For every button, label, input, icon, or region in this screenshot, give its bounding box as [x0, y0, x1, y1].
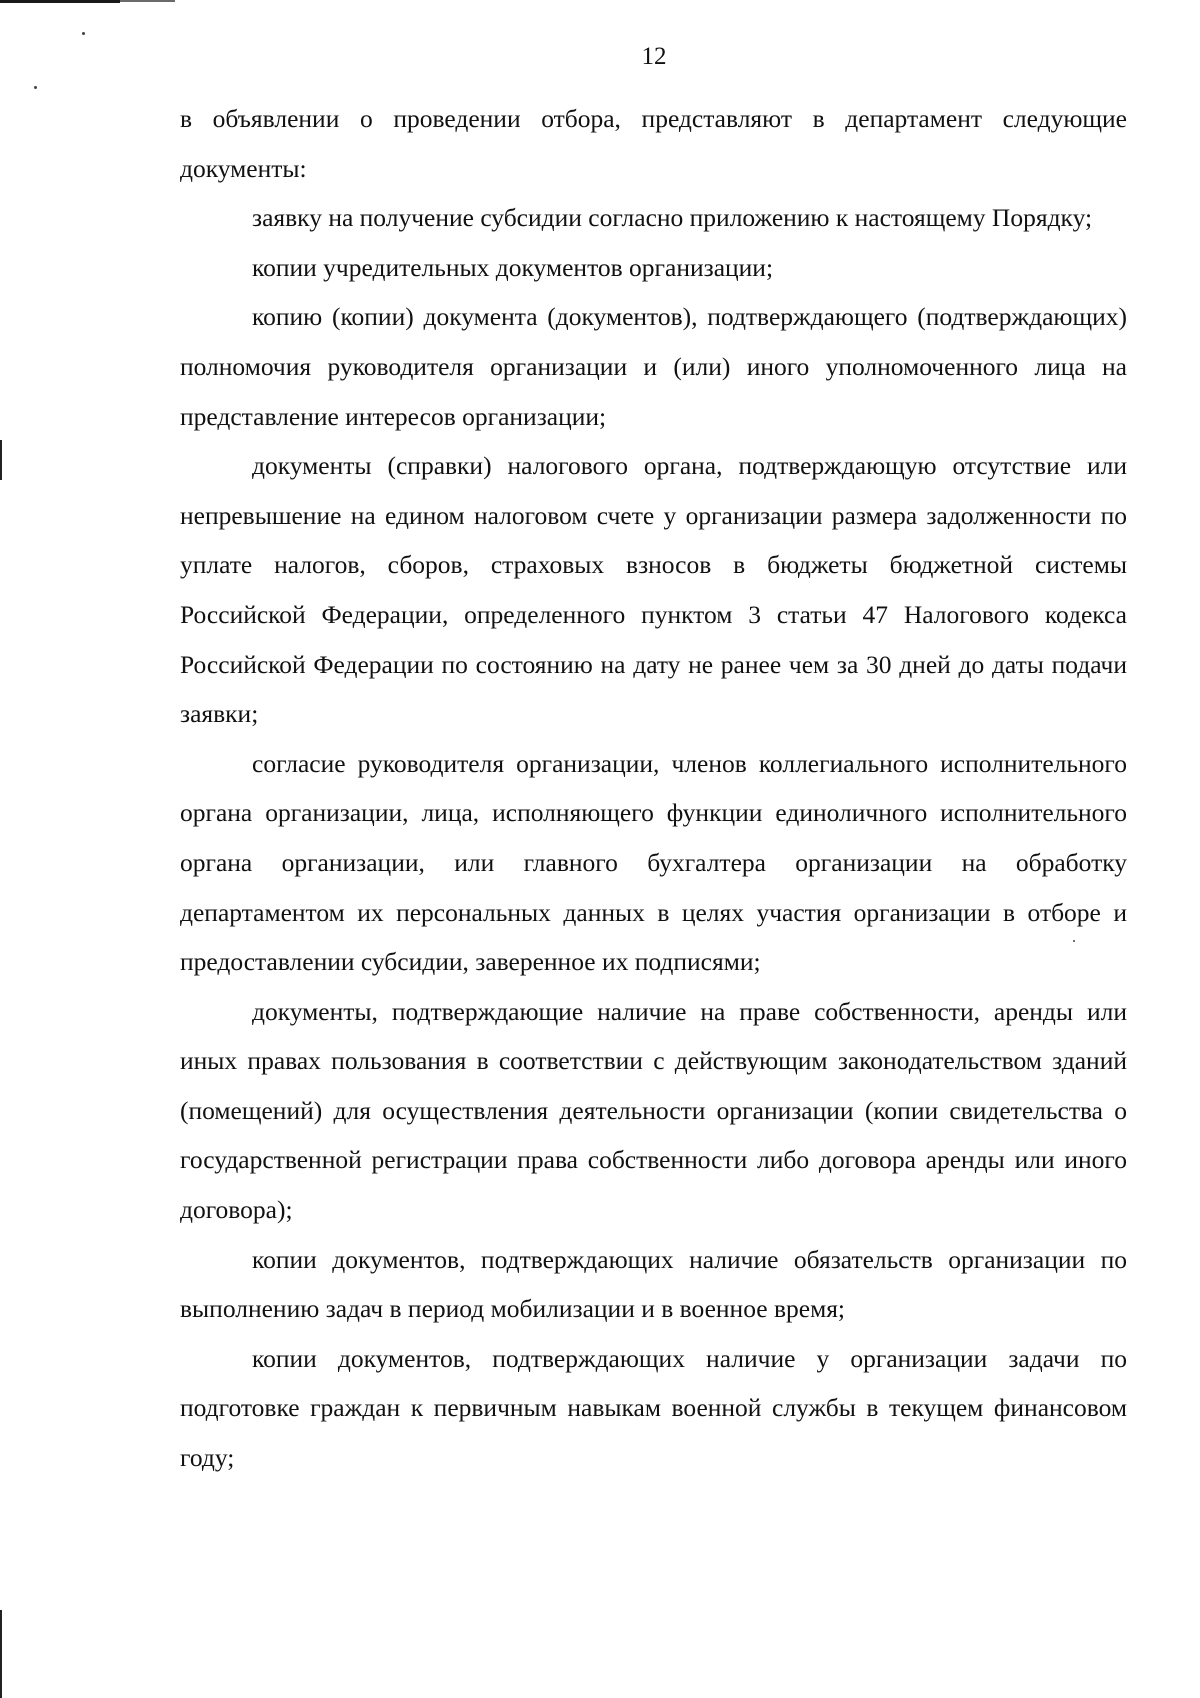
scan-artifact-left-edge-bottom [0, 1610, 2, 1698]
paragraph-founding-documents: копии учредительных документов организации; [252, 252, 774, 282]
paragraph-application: заявку на получение субсидии согласно приложению к настоящему Порядку; [252, 203, 1093, 233]
paragraph-authority-documents: копию (копии) документа (документов), подтверждающего (подтверждающих) полномочия руководителя организации и (или) иного уполномоченного лица на представление интересов организации; [180, 302, 1127, 431]
page-number: 12 [641, 43, 667, 70]
paragraph-continuation: в объявлении о проведении отбора, представляют в департамент следующие документы: [180, 104, 1127, 183]
scan-artifact-top-line-faint [120, 0, 175, 2]
scan-artifact-top-line [0, 0, 120, 3]
scan-speck [82, 32, 85, 35]
paragraph-military-training: копии документов, подтверждающих наличие у организации задачи по подготовке граждан к первичным навыкам военной службы в текущем финансовом году; [180, 1343, 1127, 1473]
document-body [180, 94, 1127, 1483]
paragraph-tax-certificate: документы (справки) налогового органа, подтверждающую отсутствие или непревышение на едином налоговом счете у организации размера задолженности по уплате налогов, сборов, страховых взносов в бюджеты бюджетной системы Российской Федерации, определенного пунктом 3 статьи 47 Налогового кодекса Российской Федерации по состоянию на дату не ранее чем за 30 дней до даты подачи заявки; [180, 451, 1127, 729]
scan-speck [34, 86, 37, 89]
paragraph-personal-data-consent: согласие руководителя организации, членов коллегиального исполнительного органа организации, лица, исполняющего функции единоличного исполнительного органа организации, или главного бухгалтера организации на обработку департаментом их персональных данных в целях участия организации в отборе и предоставлении субсидии, заверенное их подписями; [180, 748, 1127, 977]
scan-artifact-left-edge [0, 440, 2, 480]
paragraph-mobilization-obligations: копии документов, подтверждающих наличие обязательств организации по выполнению задач в период мобилизации и в военное время; [180, 1244, 1127, 1324]
paragraph-premises-documents: документы, подтверждающие наличие на праве собственности, аренды или иных правах пользования в соответствии с действующим законодательством зданий (помещений) для осуществления деятельности организации (копии свидетельства о государственной регистрации права собственности либо договора аренды или иного договора); [180, 996, 1127, 1225]
